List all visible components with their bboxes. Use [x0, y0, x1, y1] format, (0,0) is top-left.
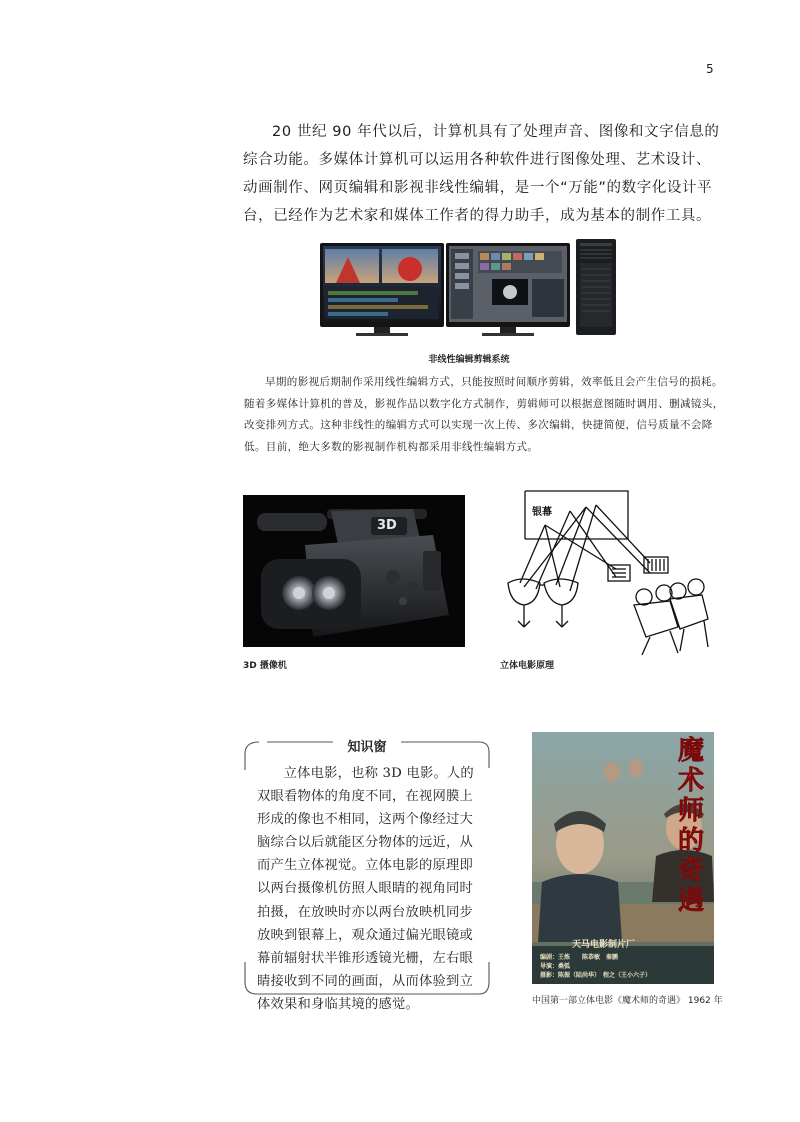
- camera-3d-caption: 3D 摄像机: [243, 661, 287, 671]
- camera-3d-badge: 3D: [377, 518, 397, 533]
- poster-caption: 中国第一部立体电影《魔术师的奇遇》 1962 年: [532, 996, 723, 1006]
- stereo-principle-diagram: [500, 487, 710, 659]
- movie-poster: [532, 732, 714, 984]
- editing-system-caption: 非线性编辑剪辑系统: [428, 355, 510, 365]
- intro-paragraph: 20 世纪 90 年代以后，计算机具有了处理声音、图像和文字信息的综合功能。多媒体计算机可以运用各种软件进行图像处理、艺术设计、动画制作、网页编辑和影视非线性编辑，是一个“万能”的数字化设计平台，已经作为艺术家和媒体工作者的得力助手，成为基本的制作工具。: [243, 124, 720, 224]
- editing-system-photo: [318, 237, 620, 339]
- body-paragraph: 早期的影视后期制作采用线性编辑方式，只能按照时间顺序剪辑，效率低且会产生信号的损耗。随着多媒体计算机的普及，影视作品以数字化方式制作，剪辑师可以根据意图随时调用、删减镜头，改变排列方式。这种非线性的编辑方式可以实现一次上传、多次编辑，快捷简便，信号质量不会降低。目前，绝大多数的影视制作机构都采用非线性编辑方式。: [244, 376, 724, 453]
- poster-credit-3: 摄影：陈振（陆尚华） 程之（王小六子）: [540, 972, 652, 979]
- screen-label: 银幕: [532, 507, 552, 518]
- knowledge-text: 立体电影，也称 3D 电影。人的双眼看物体的角度不同，在视网膜上形成的像也不相同，这两个像经过大脑综合以后就能区分物体的远近，从而产生立体视觉。立体电影的原理即以两台摄像机仿照人眼睛的视角同时拍摄，在放映时亦以两台放映机同步放映到银幕上，观众通过偏光眼镜或幕前辐射状半锥形透镜光栅，左右眼睛接收到不同的画面，从而体验到立体效果和身临其境的感觉。: [257, 766, 474, 1012]
- poster-credit-1: 编剧：王炼 陈恭敏 秦鹏: [540, 954, 619, 961]
- knowledge-title: 知识窗: [347, 740, 387, 755]
- page-number: 5: [706, 62, 714, 76]
- knowledge-window: [241, 736, 493, 1012]
- poster-studio: 天马电影制片厂: [572, 940, 636, 950]
- camera-3d-photo: [243, 495, 465, 647]
- poster-credit-2: 导演：桑弧: [540, 963, 571, 970]
- poster-title: 魔术师的奇遇: [677, 736, 704, 916]
- stereo-principle-caption: 立体电影原理: [500, 661, 555, 671]
